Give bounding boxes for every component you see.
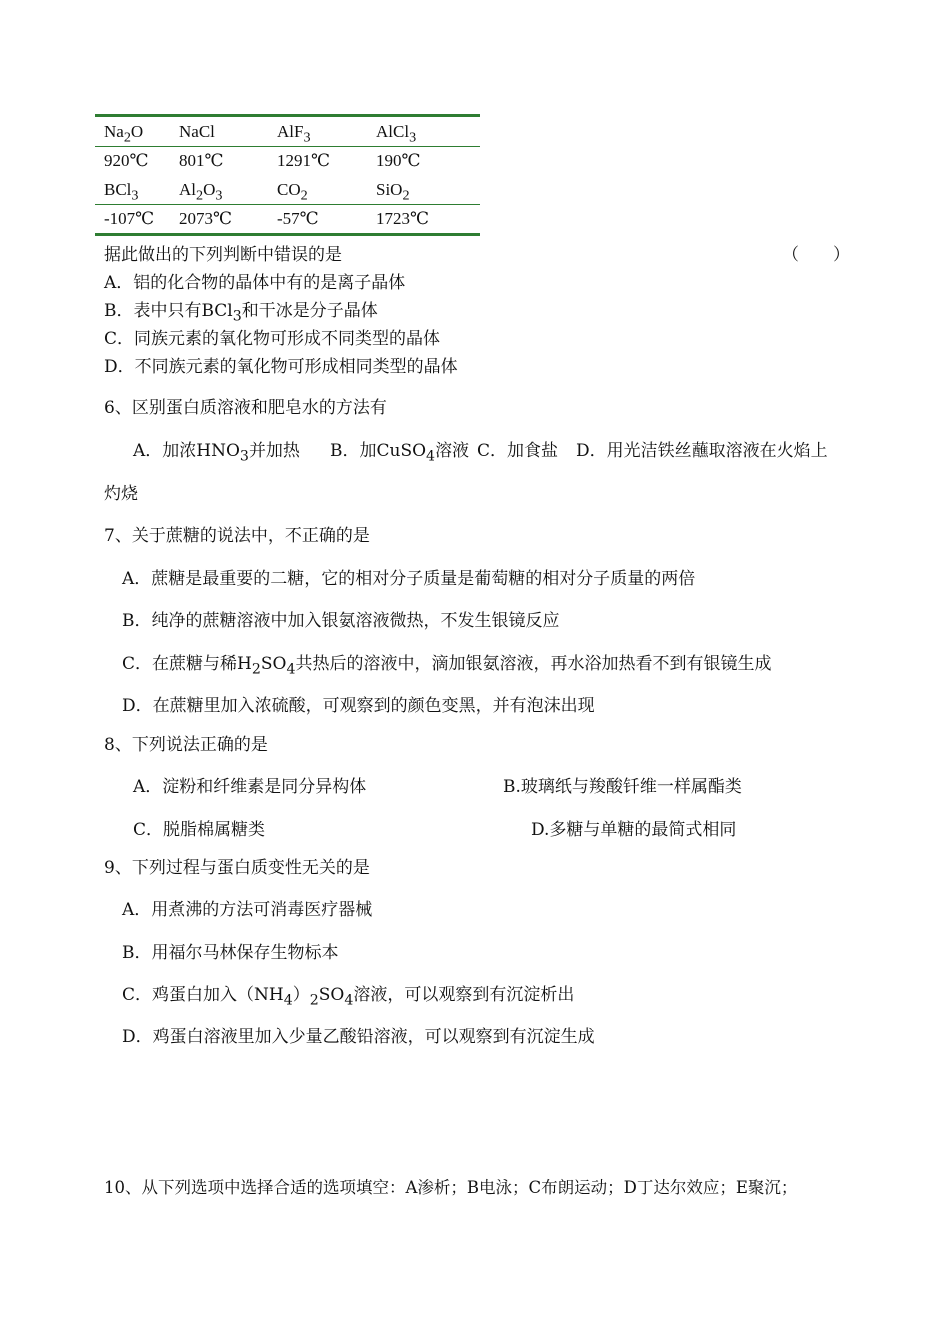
table-cell: $CO_2$ xyxy=(277,180,308,204)
table-cell: 190℃ xyxy=(376,151,421,170)
table-cell: AlCl$_3$ xyxy=(376,122,417,146)
q6-option-a: A．加浓$HNO_3$并加热 xyxy=(133,441,300,465)
q6-stem: 6、区别蛋白质溶液和肥皂水的方法有 xyxy=(104,398,387,418)
q7-stem: 7、关于蔗糖的说法中，不正确的是 xyxy=(104,526,370,546)
table-cell: AlF$_3$ xyxy=(277,122,311,146)
table-cell: $Na_2O$ xyxy=(104,122,144,146)
q9-option-b: B．用福尔马林保存生物标本 xyxy=(122,943,339,963)
table-row xyxy=(95,175,480,204)
q9-option-d: D．鸡蛋白溶液里加入少量乙酸铅溶液，可以观察到有沉淀生成 xyxy=(122,1027,595,1047)
q9-option-a: A．用煮沸的方法可消毒医疗器械 xyxy=(122,900,373,920)
q5-option-d: D．不同族元素的氧化物可形成相同类型的晶体 xyxy=(104,357,458,377)
table-cell: $Al_2O_3$ xyxy=(179,180,223,204)
q7-option-c: C．在蔗糖与稀$H_2SO_4$共热后的溶液中，滴加银氨溶液，再水浴加热看不到有银镜生成 xyxy=(122,654,772,678)
table-cell: SiO$_2$ xyxy=(376,180,410,204)
q8-option-a: A．淀粉和纤维素是同分异构体 xyxy=(133,777,367,797)
table-cell: 1723℃ xyxy=(376,209,430,228)
q6-option-d: D．用光洁铁丝蘸取溶液在火焰上 xyxy=(576,441,828,461)
q8-option-d: D.多糖与单糖的最简式相同 xyxy=(531,820,737,840)
table-row xyxy=(95,204,480,233)
table-cell: BCl$_3$ xyxy=(104,180,139,204)
table-cell: 920℃ xyxy=(104,151,149,170)
q5-option-b: B．表中只有BCl$_3$和干冰是分子晶体 xyxy=(104,301,378,325)
q8-option-c: C．脱脂棉属糖类 xyxy=(133,820,266,840)
q8-option-b: B.玻璃纸与羧酸钎维一样属酯类 xyxy=(503,777,742,797)
q7-option-d: D．在蔗糖里加入浓硫酸，可观察到的颜色变黑，并有泡沫出现 xyxy=(122,696,595,716)
table-cell: 2073℃ xyxy=(179,209,233,228)
q7-option-b: B．纯净的蔗糖溶液中加入银氨溶液微热，不发生银镜反应 xyxy=(122,611,560,631)
table-bottom-rule xyxy=(95,233,480,236)
q7-option-a: A．蔗糖是最重要的二糖，它的相对分子质量是葡萄糖的相对分子质量的两倍 xyxy=(122,569,696,589)
q6-option-c: C．加食盐 xyxy=(477,441,559,461)
table-cell: NaCl xyxy=(179,122,215,141)
q5-stem: 据此做出的下列判断中错误的是 xyxy=(104,245,342,265)
q6-option-d-continued: 灼烧 xyxy=(104,484,138,504)
table-row xyxy=(95,117,480,146)
table-cell: 801℃ xyxy=(179,151,224,170)
q10-stem: 10、从下列选项中选择合适的选项填空：A渗析；B电泳；C布朗运动；D丁达尔效应；E聚沉； xyxy=(104,1178,798,1197)
q9-stem: 9、下列过程与蛋白质变性无关的是 xyxy=(104,858,370,878)
answer-bracket: （ ） xyxy=(782,245,850,265)
table-cell: -107℃ xyxy=(104,209,155,228)
melting-point-table xyxy=(95,114,480,233)
table-cell: 1291℃ xyxy=(277,151,331,170)
q6-option-b: B．加CuSO$_4$溶液 xyxy=(330,441,470,465)
q9-option-c: C．鸡蛋白加入$(NH_4)_2SO_4$溶液，可以观察到有沉淀析出 xyxy=(122,985,575,1009)
q5-option-c: C．同族元素的氧化物可形成不同类型的晶体 xyxy=(104,329,441,349)
table-row xyxy=(95,146,480,175)
q8-stem: 8、下列说法正确的是 xyxy=(104,735,268,755)
table-cell: -57℃ xyxy=(277,209,319,228)
q5-option-a: A．铝的化合物的晶体中有的是离子晶体 xyxy=(104,273,406,293)
